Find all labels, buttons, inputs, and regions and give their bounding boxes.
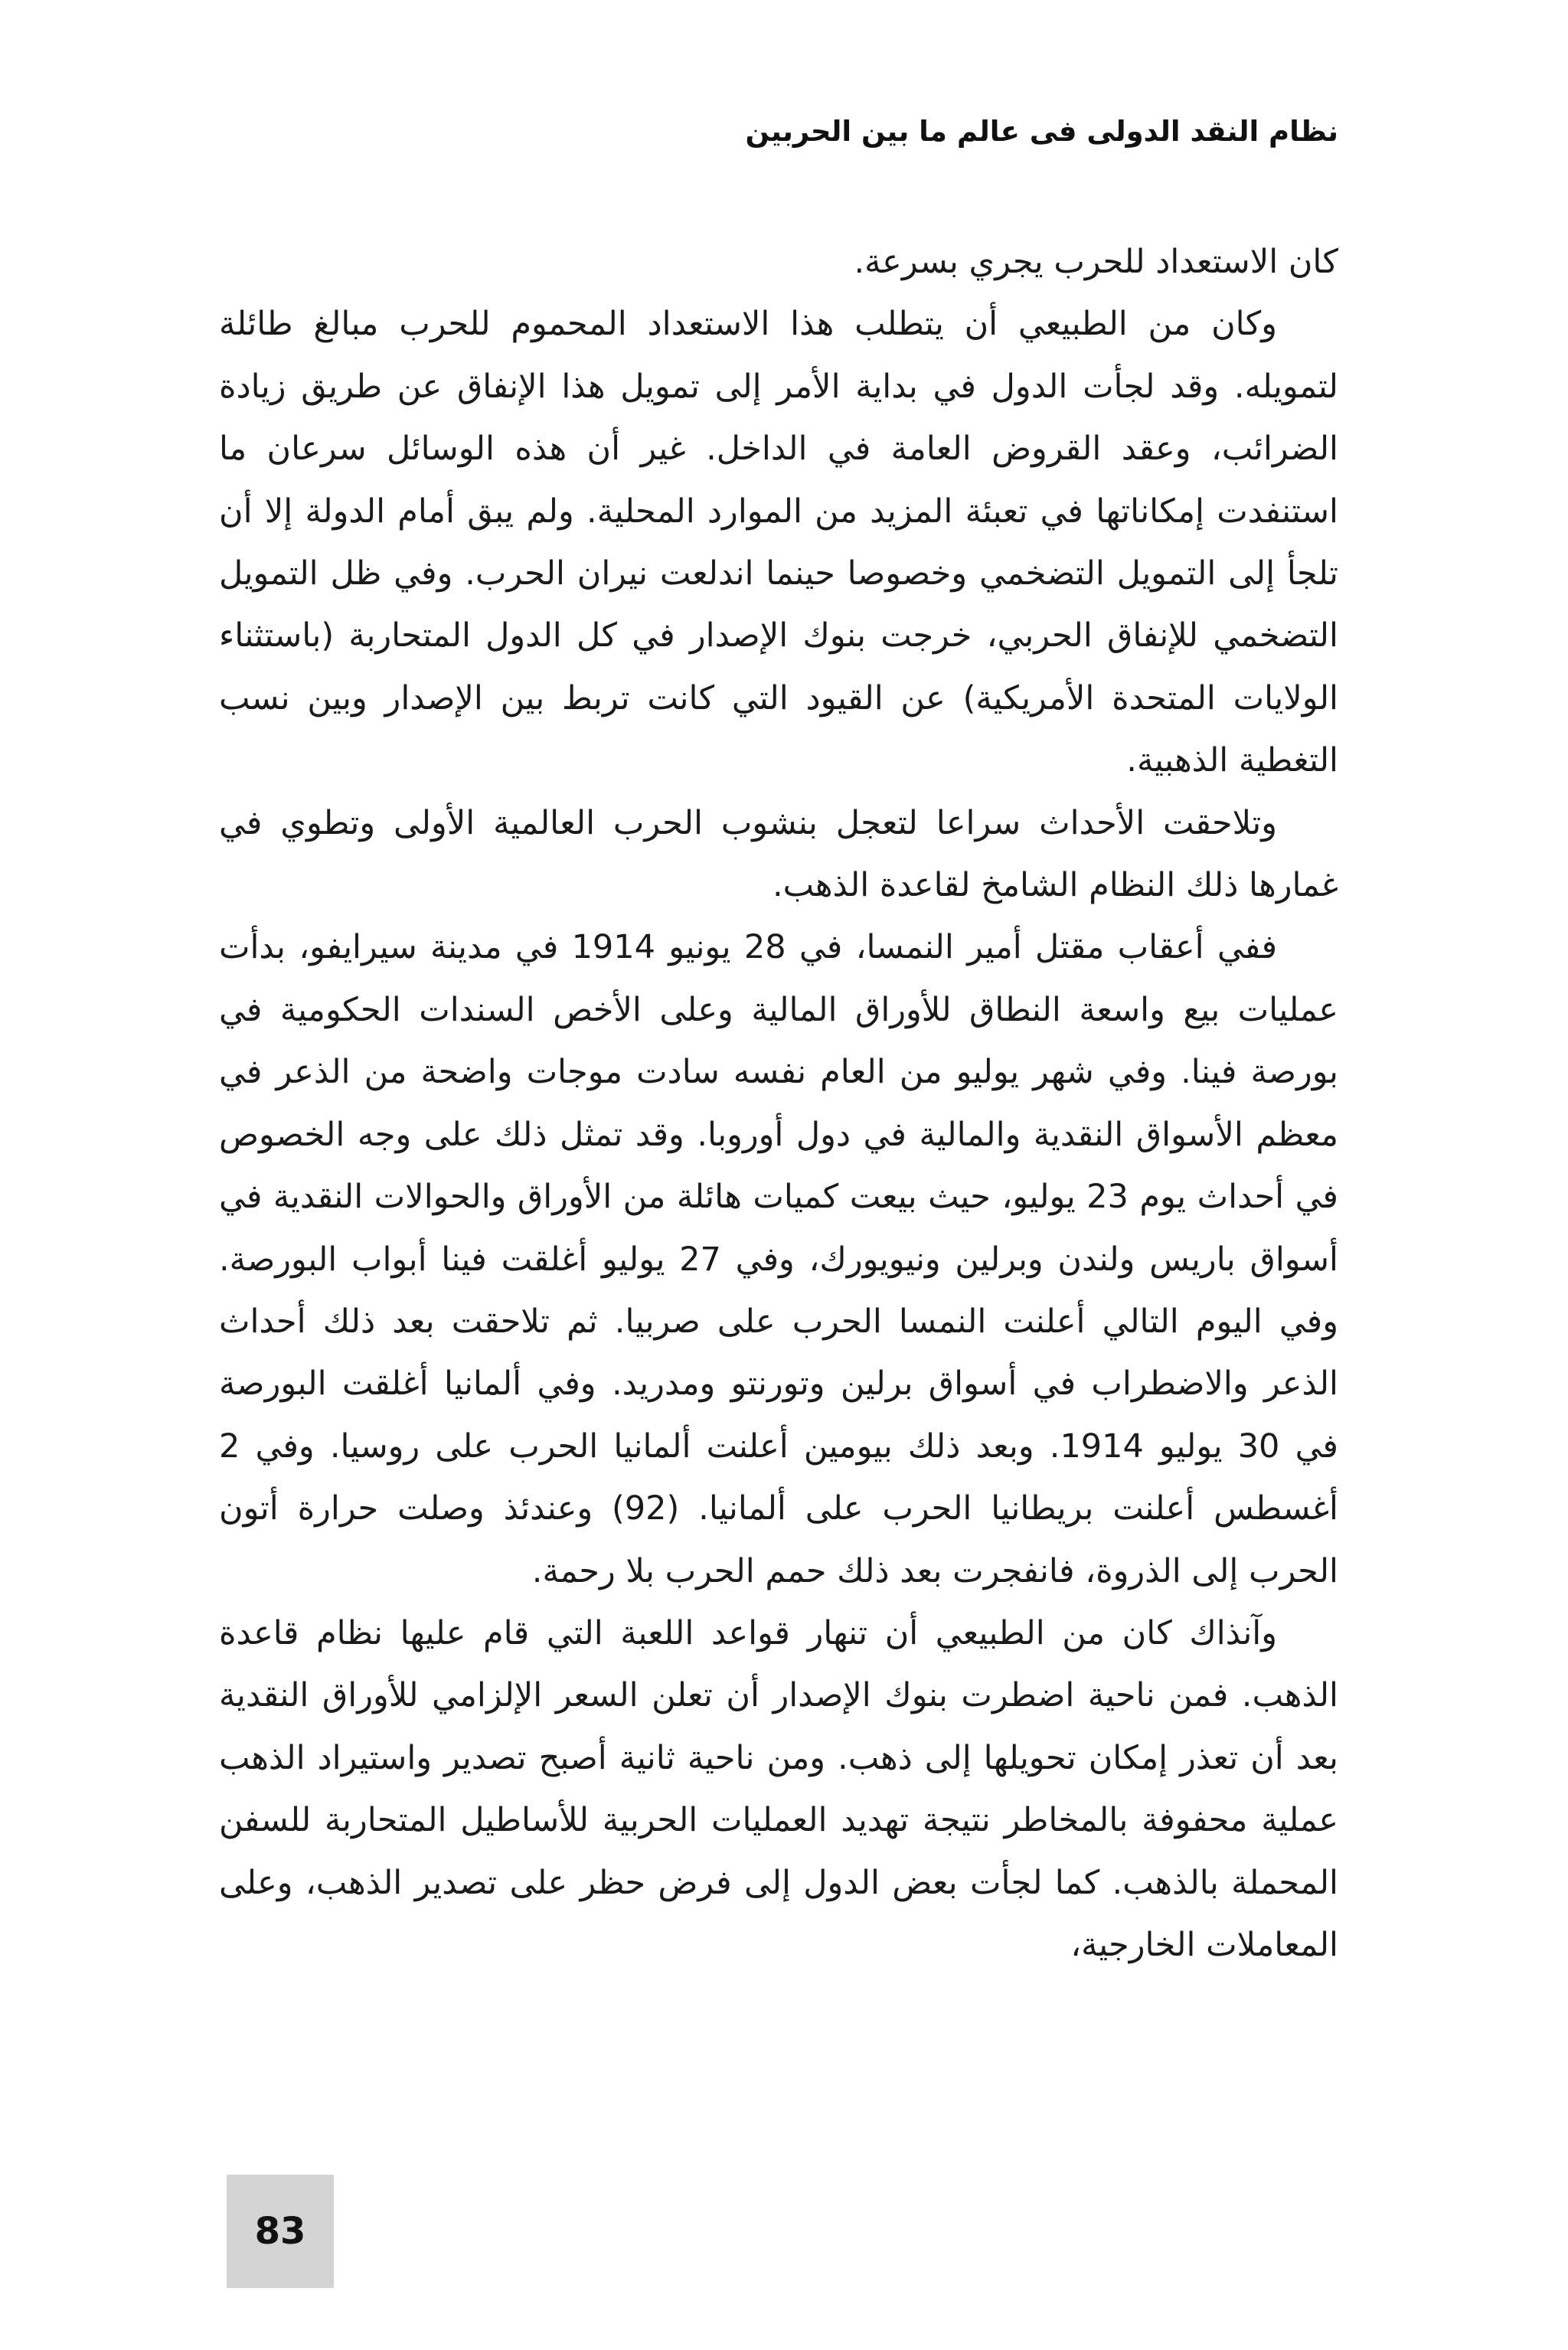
- paragraph: كان الاستعداد للحرب يجري بسرعة.: [854, 243, 1338, 281]
- running-header-title: نظام النقد الدولى فى عالم ما بين الحربين: [745, 115, 1338, 148]
- page-number-box: [227, 2175, 334, 2288]
- paragraph: ففي أعقاب مقتل أمير النمسا، في 28 يونيو 1914 في مدينة سيرايفو، بدأت عمليات بيع واسعة النطاق للأوراق المالية وعلى الأخص السندات الحكومية في بورصة فينا. وفي شهر يوليو من العام نفسه سادت موجات واضحة من الذعر في معظم الأسواق النقدية والمالية في دول أوروبا. وقد تمثل ذلك على وجه الخصوص في أحداث يوم 23 يوليو، حيث بيعت كميات هائلة من الأوراق والحوالات النقدية في أسواق باريس ولندن وبرلين ونيويورك، وفي 27 يوليو أغلقت فينا أبواب البورصة. وفي اليوم التالي أعلنت النمسا الحرب على صربيا. ثم تلاحقت بعد ذلك أحداث الذعر والاضطراب في أسواق برلين وتورنتو ومدريد. وفي ألمانيا أغلقت البورصة في 30 يوليو 1914. وبعد ذلك بيومين أعلنت ألمانيا الحرب على روسيا. وفي 2 أغسطس أعلنت بريطانيا الحرب على ألمانيا. (92) وعندئذ وصلت حرارة أتون الحرب إلى الذروة، فانفجرت بعد ذلك حمم الحرب بلا رحمة.: [219, 928, 1338, 1590]
- paragraph: وآنذاك كان من الطبيعي أن تنهار قواعد اللعبة التي قام عليها نظام قاعدة الذهب. فمن ناحية اضطرت بنوك الإصدار أن تعلن السعر الإلزامي للأوراق النقدية بعد أن تعذر إمكان تحويلها إلى ذهب. ومن ناحية ثانية أصبح تصدير واستيراد الذهب عملية محفوفة بالمخاطر نتيجة تهديد العمليات الحربية للأساطيل المتحاربة للسفن المحملة بالذهب. كما لجأت بعض الدول إلى فرض حظر على تصدير الذهب، وعلى المعاملات الخارجية،: [219, 1613, 1338, 1964]
- page-number: 83: [254, 2210, 306, 2253]
- paragraph: وكان من الطبيعي أن يتطلب هذا الاستعداد المحموم للحرب مبالغ طائلة لتمويله. وقد لجأت الدول في بداية الأمر إلى تمويل هذا الإنفاق عن طريق زيادة الضرائب، وعقد القروض العامة في الداخل. غير أن هذه الوسائل سرعان ما استنفدت إمكاناتها في تعبئة المزيد من الموارد المحلية. ولم يبق أمام الدولة إلا أن تلجأ إلى التمويل التضخمي وخصوصا حينما اندلعت نيران الحرب. وفي ظل التمويل التضخمي للإنفاق الحربي، خرجت بنوك الإصدار في كل الدول المتحاربة (باستثناء الولايات المتحدة الأمريكية) عن القيود التي كانت تربط بين الإصدار وبين نسب التغطية الذهبية.: [219, 305, 1338, 780]
- paragraph: وتلاحقت الأحداث سراعا لتعجل بنشوب الحرب العالمية الأولى وتطوي في غمارها ذلك النظام الشامخ لقاعدة الذهب.: [219, 803, 1338, 905]
- page-body: [219, 231, 1338, 1976]
